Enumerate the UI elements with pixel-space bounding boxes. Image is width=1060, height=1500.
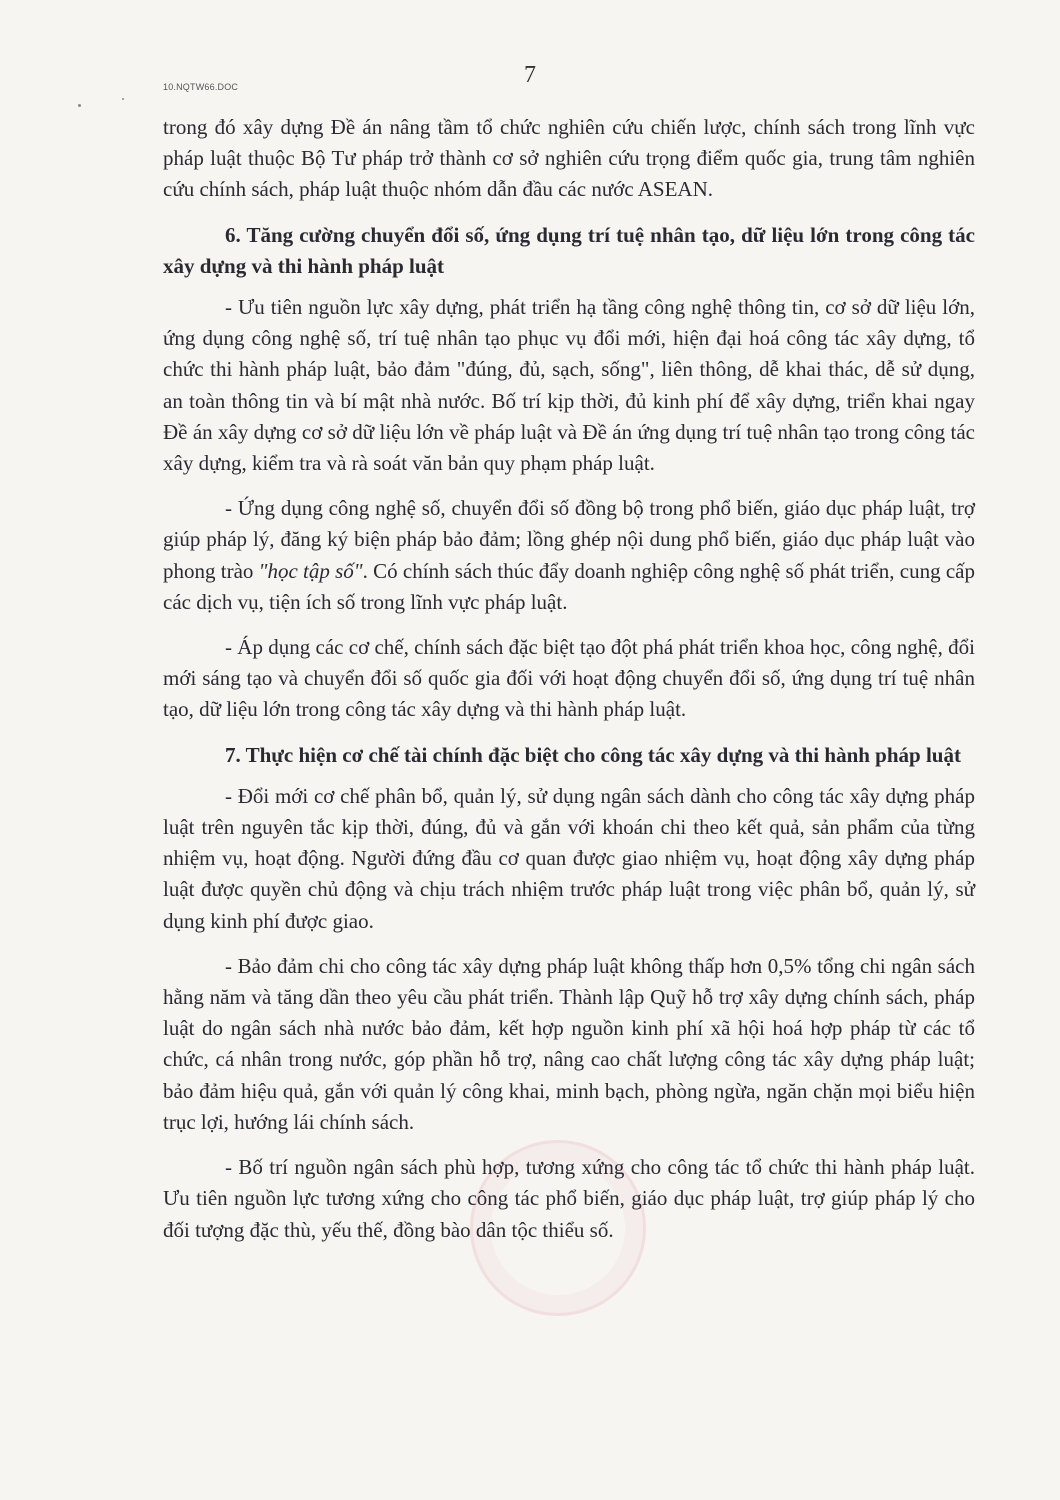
section-6-paragraph-2 <box>163 493 975 618</box>
section-6-paragraph-1: - Ưu tiên nguồn lực xây dựng, phát triển hạ tầng công nghệ thông tin, cơ sở dữ liệu lớn, ứng dụng công nghệ số, trí tuệ nhân tạo phục vụ đổi mới, hiện đại hoá công tác xây dựng, tổ chức thi hành pháp luật, bảo đảm "đúng, đủ, sạch, sống", liên thông, dễ khai thác, dễ sử dụng, an toàn thông tin và bí mật nhà nước. Bố trí kịp thời, đủ kinh phí để xây dựng, triển khai ngay Đề án xây dựng cơ sở dữ liệu lớn về pháp luật và Đề án ứng dụng trí tuệ nhân tạo trong công tác xây dựng, kiểm tra và rà soát văn bản quy phạm pháp luật. <box>163 295 975 476</box>
section-6-paragraph-3: - Áp dụng các cơ chế, chính sách đặc biệt tạo đột phá phát triển khoa học, công nghệ, đổi mới sáng tạo và chuyển đổi số quốc gia đối với hoạt động chuyển đổi số, ứng dụng trí tuệ nhân tạo, dữ liệu lớn trong công tác xây dựng và thi hành pháp luật. <box>163 635 975 722</box>
page-number: 7 <box>524 62 536 88</box>
section-6-heading: 6. Tăng cường chuyển đổi số, ứng dụng trí tuệ nhân tạo, dữ liệu lớn trong công tác xây dựng và thi hành pháp luật <box>163 222 975 278</box>
scan-speck <box>78 104 81 107</box>
section-7-paragraph-3: - Bố trí nguồn ngân sách phù hợp, tương xứng cho công tác tổ chức thi hành pháp luật. Ưu tiên nguồn lực tương xứng cho công tác phổ biến, giáo dục pháp luật, trợ giúp pháp lý cho đối tượng đặc thù, yếu thế, đồng bào dân tộc thiểu số. <box>163 1155 975 1242</box>
intro-paragraph: trong đó xây dựng Đề án nâng tầm tổ chức nghiên cứu chiến lược, chính sách trong lĩnh vực pháp luật thuộc Bộ Tư pháp trở thành cơ sở nghiên cứu trọng điểm quốc gia, trung tâm nghiên cứu chính sách, pháp luật thuộc nhóm dẫn đầu các nước ASEAN. <box>163 115 975 202</box>
paragraph-text: . Có chính sách thúc đẩy doanh nghiệp công nghệ số phát triển, cung cấp các dịch vụ, tiện ích số trong lĩnh vực pháp luật. <box>163 558 975 614</box>
section-7-paragraph-1: - Đổi mới cơ chế phân bổ, quản lý, sử dụng ngân sách dành cho công tác xây dựng pháp luật trên nguyên tắc kịp thời, đúng, đủ và gắn với khoán chi theo kết quả, sản phẩm của từng nhiệm vụ, hoạt động. Người đứng đầu cơ quan được giao nhiệm vụ, hoạt động xây dựng pháp luật được quyền chủ động và chịu trách nhiệm trước pháp luật trong việc phân bổ, quản lý, sử dụng kinh phí được giao. <box>163 783 975 933</box>
file-label: 10.NQTW66.DOC <box>163 82 239 92</box>
scan-speck <box>122 98 124 100</box>
paragraph-text: - Ứng dụng công nghệ số, chuyển đổi số đồng bộ trong phổ biến, giáo dục pháp luật, trợ giúp pháp lý, đăng ký biện pháp bảo đảm; lồng ghép nội dung phổ biến, giáo dục pháp luật vào phong trào <box>163 496 975 583</box>
document-body <box>163 112 975 1260</box>
italic-phrase: "học tập số" <box>258 558 363 583</box>
section-7-heading: 7. Thực hiện cơ chế tài chính đặc biệt cho công tác xây dựng và thi hành pháp luật <box>225 742 961 767</box>
section-7-paragraph-2: - Bảo đảm chi cho công tác xây dựng pháp luật không thấp hơn 0,5% tổng chi ngân sách hằng năm và tăng dần theo yêu cầu phát triển. Thành lập Quỹ hỗ trợ xây dựng chính sách, pháp luật do ngân sách nhà nước bảo đảm, kết hợp nguồn kinh phí xã hội hoá hợp pháp từ các tổ chức, cá nhân trong nước, góp phần hỗ trợ, nâng cao chất lượng công tác xây dựng pháp luật; bảo đảm hiệu quả, gắn với quản lý công khai, minh bạch, phòng ngừa, ngăn chặn mọi biểu hiện trục lợi, hướng lái chính sách. <box>163 953 975 1134</box>
